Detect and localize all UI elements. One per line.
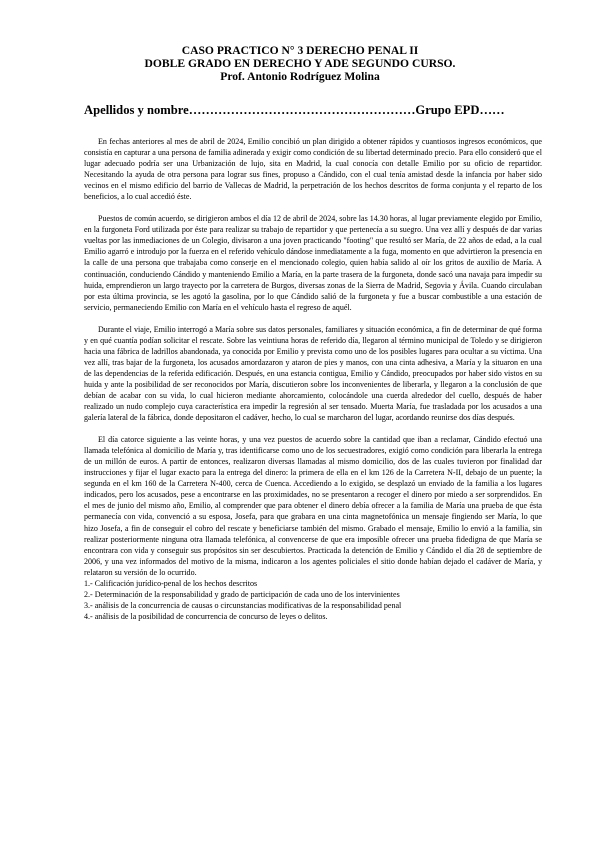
questions-list [84, 578, 542, 622]
document-header [0, 44, 600, 83]
case-paragraph-1: En fechas anteriores al mes de abril de 2024, Emilio concibió un plan dirigido a obtener rápidos y cuantiosos ingresos económicos, que consistía en capturar a una persona de familia adinerada y exigir como condición de su libertad determinado precio. Para ello consideró que el lugar adecuado podría ser una Urbanización de lujo, sita en Madrid, la cual conocía con detalle Emilio por su oficio de repartidor. Necesitando la ayuda de otra persona para lograr sus fines, propuso a Cándido, con el cual tenía amistad desde la infancia por haber sido vecinos en el mismo edificio del barrio de Vallecas de Madrid, la perpetración de los hechos descritos de forma conjunta y el reparto de los beneficios, a lo cual accedió éste. [84, 137, 542, 202]
question-item-1: 1.- Calificación jurídico-penal de los hechos descritos [84, 578, 258, 588]
professor-name: Prof. Antonio Rodríguez Molina [220, 70, 380, 83]
case-paragraph-2: Puestos de común acuerdo, se dirigieron ambos el día 12 de abril de 2024, sobre las 14.30 horas, al lugar previamente elegido por Emilio, en la furgoneta Ford utilizada por éste para realizar su trabajo de repartidor y que pertenecía a su suegro. Una vez allí y después de dar varias vueltas por las inmediaciones de un Colegio, divisaron a una joven practicando "footing" que resultó ser María, de 22 años de edad, a la cual Emilio agarró e introdujo por la fuerza en el referido vehículo dándose inmediatamente a la fuga, momento en que advirtieron la presencia en la calle de una persona que trabajaba como conserje en el mencionado colegio, quien había salido al oír los gritos de auxilio de María. A continuación, conduciendo Cándido y manteniendo Emilio a María, en la parte trasera de la furgoneta, donde sacó una navaja para impedir su huida, emprendieron un largo trayecto por la carretera de Burgos, diversas zonas de la Sierra de Madrid, Segovia y Ávila. Cuando circulaban por esta última provincia, se les agotó la gasolina, por lo que Cándido salió de la furgoneta y fue a buscar combustible a una estación de servicio, permaneciendo Emilio con María en el vehículo hasta el regreso de aquél. [84, 214, 542, 312]
case-title: CASO PRACTICO N° 3 DERECHO PENAL II [181, 44, 419, 57]
student-name-group-line: Apellidos y nombre………………………………………………Grupo EPD…… [84, 103, 505, 117]
case-paragraph-4: El día catorce siguiente a las veinte horas, y una vez puestos de acuerdo sobre la cantidad que iban a reclamar, Cándido efectuó una llamada telefónica al domicilio de María y, tras identificarse como uno de los secuestradores, exigió como condición para liberarla la entrega de un millón de euros. A partir de entonces, realizaron diversas llamadas al mismo domicilio, dos de las cuales tuvieron por finalidad dar instrucciones y fijar el lugar exacto para la entrega del dinero: la primera de ella en el km 126 de la Carretera N-II, debajo de un puente; la segunda en el km 160 de la Carretera N-400, cerca de Cuenca. Accediendo a lo exigido, se desplazó un enviado de la familia a los lugares indicados, pero los acusados, pese a encontrarse en las proximidades, no se presentaron a recoger el dinero por miedo a ser sorprendidos. En el mes de junio del mismo año, Emilio, al comprender que para obtener el dinero debía ofrecer a la familia de María una prueba de que ésta permanecía con vida, convenció a su esposa, Josefa, para que grabara en una cinta magnetofónica un mensaje fingiendo ser María, lo que hizo Josefa, a fin de conseguir el cobro del rescate y beneficiarse también del mismo. Grabado el mensaje, Emilio lo envió a la familia, sin realizar posteriormente ninguna otra llamada telefónica, al convencerse de que era imposible ofrecer una prueba fidedigna de que María se encontrara con vida y conseguir sus propósitos sin ser descubiertos. Practicada la detención de Emilio y Cándido el día 28 de septiembre de 2006, y una vez informados del motivo de la misma, indicaron a los agentes policiales el sitio donde habían dejado el cadáver de María, y relataron su versión de lo ocurrido. [84, 435, 542, 577]
degree-course: DOBLE GRADO EN DERECHO Y ADE SEGUNDO CURSO. [144, 57, 456, 70]
case-paragraph-3: Durante el viaje, Emilio interrogó a María sobre sus datos personales, familiares y situación económica, a fin de determinar de qué forma y en qué cuantía podían solicitar el rescate. Sobre las veintiuna horas de referido día, llegaron al término municipal de Toledo y se dirigieron hacia una fábrica de ladrillos abandonada, ya conocida por Emilio y prevista como uno de los posibles lugares para ocultar a su víctima. Una vez allí, tras bajar de la furgoneta, los acusados amordazaron y ataron de pies y manos, con una cinta adhesiva, a María y la situaron en una de las dependencias de la referida edificación. Después, en una estancia contigua, Emilio y Cándido, preocupados por haber sido vistos en su huida y ante la posibilidad de ser reconocidos por María, discutieron sobre los inconvenientes de liberarla, y llegaron a la conclusión de que debían de acabar con su vida, lo cual hicieron mediante ahorcamiento, colocándole una cuerda alrededor del cuello, después de haber realizado un nudo complejo cuya característica era impedir la regresión al ser tensado. Muerta María, fue trasladada por los acusados a una galería lateral de la fábrica, donde depositaron el cadáver, hecho, lo cual se marcharon del lugar, acordando reunirse dos días después. [84, 324, 542, 423]
question-item-3: 3.- análisis de la concurrencia de causas o circunstancias modificativas de la responsabilidad penal [84, 600, 402, 610]
case-body [84, 136, 542, 622]
question-item-4: 4.- análisis de la posibilidad de concurrencia de concurso de leyes o delitos. [84, 611, 328, 621]
question-item-2: 2.- Determinación de la responsabilidad y grado de participación de cada uno de los intervinientes [84, 589, 400, 599]
